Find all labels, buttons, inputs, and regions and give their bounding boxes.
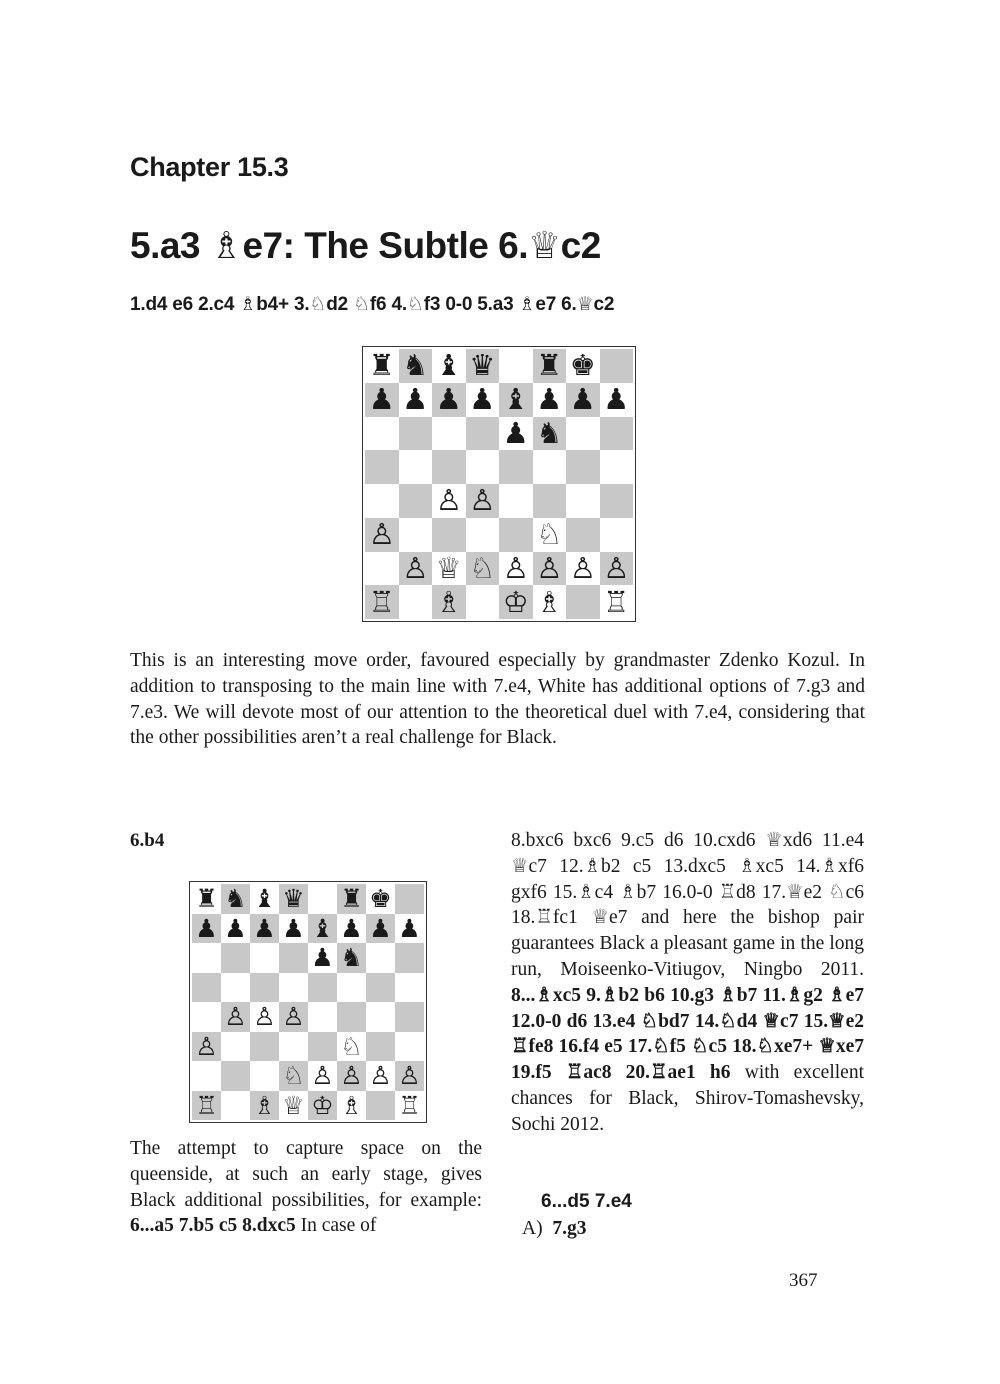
board-square: [566, 450, 600, 484]
left-text-2: In case of: [295, 1215, 377, 1237]
board-square-piece: ♞: [533, 417, 567, 451]
board-square-piece: ♟: [499, 417, 533, 451]
board-square: [466, 585, 500, 619]
board-square: [366, 1091, 395, 1121]
board-square-piece: ♟: [308, 943, 337, 973]
board-square: [566, 417, 600, 451]
chess-diagram-main: [362, 346, 636, 622]
left-text-1: The attempt to capture space on the queenside, at such an early stage, gives Black additional possibilities, for example:: [130, 1138, 482, 1211]
board-square-piece: ♙: [250, 1002, 279, 1032]
board-square: [399, 585, 433, 619]
board-square-piece: ♙: [395, 1061, 424, 1091]
board-square-piece: ♕: [432, 552, 466, 586]
board-square-piece: ♙: [279, 1002, 308, 1032]
board-square: [308, 1032, 337, 1062]
board-square: [566, 518, 600, 552]
board-square-piece: ♖: [192, 1091, 221, 1121]
chapter-heading: Chapter 15.3: [130, 152, 289, 182]
board-square-piece: ♙: [365, 518, 399, 552]
board-square: [395, 1032, 424, 1062]
board-square-piece: ♙: [221, 1002, 250, 1032]
board-square-piece: ♞: [337, 943, 366, 973]
board-square: [366, 943, 395, 973]
board-square-piece: ♙: [308, 1061, 337, 1091]
board-square: [279, 973, 308, 1003]
board-square-piece: ♞: [399, 349, 433, 383]
board-square-piece: ♟: [221, 914, 250, 944]
board-square: [395, 973, 424, 1003]
board-square-piece: ♟: [399, 383, 433, 417]
board-square: [308, 973, 337, 1003]
board-square: [337, 973, 366, 1003]
board-square: [533, 484, 567, 518]
board-square-piece: ♝: [308, 914, 337, 944]
board-square: [499, 484, 533, 518]
chess-diagram-6b4: [189, 881, 427, 1123]
variation-a-marker: A): [522, 1218, 543, 1239]
board-square-piece: ♟: [192, 914, 221, 944]
board-square: [566, 484, 600, 518]
board-square-piece: ♜: [337, 884, 366, 914]
board-square: [395, 884, 424, 914]
board-square: [221, 1061, 250, 1091]
board-square: [499, 518, 533, 552]
board-square-piece: ♙: [499, 552, 533, 586]
board-square: [365, 450, 399, 484]
board-square: [533, 450, 567, 484]
board-square: [365, 417, 399, 451]
board-square-piece: ♚: [366, 884, 395, 914]
board-square-piece: ♘: [279, 1061, 308, 1091]
board-square-piece: ♜: [192, 884, 221, 914]
board-square-piece: ♖: [365, 585, 399, 619]
board-square-piece: ♙: [366, 1061, 395, 1091]
board-square-piece: ♕: [279, 1091, 308, 1121]
board-square-piece: ♟: [279, 914, 308, 944]
board-square: [600, 417, 634, 451]
board-square: [279, 1032, 308, 1062]
right-text-1: 8.bxc6 bxc6 9.c5 d6 10.cxd6 ♕xd6 11.e4 ♕c7 12.♗b2 c5 13.dxc5 ♗xc5 14.♗xf6 gxf6 15.♗c4 ♗b7 16.0-0 ♖d8 17.♕e2 ♘c6 18.♖fc1 ♕e7 and here the bishop pair guarantees Black a pleasant game in the long run, Moiseenko-Vitiugov, Ningbo 2011.: [511, 830, 864, 980]
board-square: [399, 417, 433, 451]
right-column-paragraph: [511, 828, 864, 1138]
board-square: [192, 1061, 221, 1091]
board-square-piece: ♙: [192, 1032, 221, 1062]
board-square-piece: ♙: [600, 552, 634, 586]
board-square: [308, 1002, 337, 1032]
board-square-piece: ♛: [279, 884, 308, 914]
board-square: [365, 552, 399, 586]
board-square: [337, 1002, 366, 1032]
board-square-piece: ♙: [432, 484, 466, 518]
board-square-piece: ♞: [221, 884, 250, 914]
board-square: [432, 518, 466, 552]
board-square: [399, 450, 433, 484]
board-square-piece: ♟: [337, 914, 366, 944]
left-bold-moves: 6...a5 7.b5 c5 8.dxc5: [130, 1215, 296, 1237]
board-square: [499, 349, 533, 383]
board-square: [250, 973, 279, 1003]
board-square-piece: ♘: [466, 552, 500, 586]
board-square-piece: ♘: [337, 1032, 366, 1062]
board-square-piece: ♟: [365, 383, 399, 417]
board-square: [499, 450, 533, 484]
board-square: [432, 450, 466, 484]
board-square: [308, 884, 337, 914]
board-square: [600, 518, 634, 552]
board-square: [366, 1032, 395, 1062]
board-square-piece: ♙: [533, 552, 567, 586]
right-text-2: with excellent chances for Black, Shirov-Tomashevsky, Sochi 2012.: [511, 1062, 864, 1135]
board-square: [395, 943, 424, 973]
board-square: [192, 943, 221, 973]
board-square: [466, 450, 500, 484]
board-square-piece: ♔: [499, 585, 533, 619]
board-square: [466, 518, 500, 552]
board-square-piece: ♗: [337, 1091, 366, 1121]
page-number: 367: [789, 1270, 818, 1291]
board-square: [399, 518, 433, 552]
board-square: [366, 973, 395, 1003]
board-square: [221, 973, 250, 1003]
board-square: [221, 1032, 250, 1062]
board-square-piece: ♟: [466, 383, 500, 417]
board-square: [466, 417, 500, 451]
variation-a-move: 7.g3: [552, 1218, 587, 1239]
right-bold-moves: 8...♗xc5 9.♗b2 b6 10.g3 ♗b7 11.♗g2 ♗e7 12.0-0 d6 13.e4 ♘bd7 14.♘d4 ♕c7 15.♕e2 ♖fe8 16.f4 e5 17.♘f5 ♘c5 18.♘xe7+ ♕xe7 19.f5 ♖ac8 20.♖ae1 h6: [511, 984, 864, 1084]
board-square-piece: ♝: [499, 383, 533, 417]
move-order-line: 1.d4 e6 2.c4 ♗b4+ 3.♘d2 ♘f6 4.♘f3 0-0 5.a3 ♗e7 6.♕c2: [130, 294, 615, 315]
board-square: [279, 943, 308, 973]
board-square-piece: ♝: [432, 349, 466, 383]
board-square-piece: ♟: [366, 914, 395, 944]
board-square: [250, 1061, 279, 1091]
board-square-piece: ♘: [533, 518, 567, 552]
board-square-piece: ♟: [533, 383, 567, 417]
board-square: [250, 1032, 279, 1062]
board-square-piece: ♗: [250, 1091, 279, 1121]
variation-heading-6b4: 6.b4: [130, 830, 165, 851]
board-square-piece: ♜: [365, 349, 399, 383]
board-square: [366, 1002, 395, 1032]
intro-paragraph: This is an interesting move order, favoured especially by grandmaster Zdenko Kozul. In addition to transposing to the main line with 7.e4, White has additional options of 7.g3 and 7.e3. We will devote most of our attention to the theoretical duel with 7.e4, considering that the other possibilities aren’t a real challenge for Black.: [130, 650, 865, 749]
main-line-heading: 6...d5 7.e4: [541, 1191, 632, 1212]
board-square-piece: ♟: [600, 383, 634, 417]
board-square-piece: ♟: [566, 383, 600, 417]
variation-a: [522, 1218, 586, 1240]
board-square-piece: ♖: [395, 1091, 424, 1121]
board-square: [221, 1091, 250, 1121]
board-square: [221, 943, 250, 973]
board-square-piece: ♟: [432, 383, 466, 417]
board-square-piece: ♙: [466, 484, 500, 518]
board-square-piece: ♜: [533, 349, 567, 383]
board-square: [250, 943, 279, 973]
board-square: [432, 417, 466, 451]
board-square-piece: ♛: [466, 349, 500, 383]
board-square-piece: ♟: [395, 914, 424, 944]
board-square: [600, 349, 634, 383]
board-square-piece: ♗: [432, 585, 466, 619]
board-square: [600, 484, 634, 518]
board-square-piece: ♖: [600, 585, 634, 619]
board-square: [566, 585, 600, 619]
page-title: 5.a3 ♗e7: The Subtle 6.♕c2: [130, 225, 601, 266]
board-square: [600, 450, 634, 484]
left-column-paragraph: [130, 1136, 482, 1239]
board-square-piece: ♙: [399, 552, 433, 586]
board-square-piece: ♗: [533, 585, 567, 619]
board-square-piece: ♝: [250, 884, 279, 914]
board-square-piece: ♙: [337, 1061, 366, 1091]
board-square: [395, 1002, 424, 1032]
board-square: [399, 484, 433, 518]
board-square-piece: ♔: [308, 1091, 337, 1121]
board-square: [192, 1002, 221, 1032]
board-square-piece: ♚: [566, 349, 600, 383]
board-square-piece: ♙: [566, 552, 600, 586]
board-square-piece: ♟: [250, 914, 279, 944]
board-square: [192, 973, 221, 1003]
board-square: [365, 484, 399, 518]
